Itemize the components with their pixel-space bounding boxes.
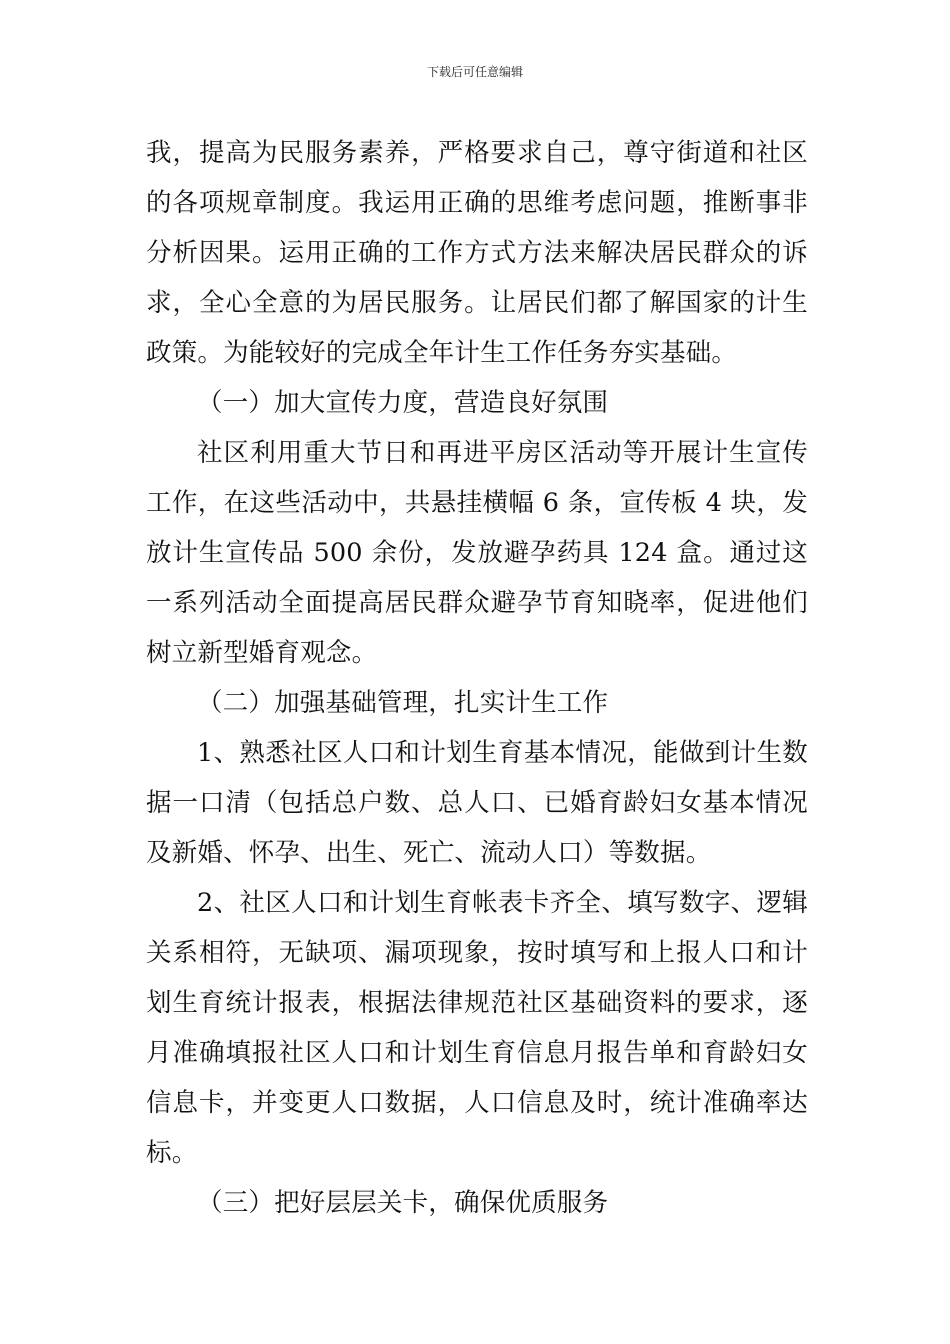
- section-heading-3: （三）把好层层关卡，确保优质服务: [197, 1188, 609, 1218]
- paragraph-item-1: 1、熟悉社区人口和计划生育基本情况，能做到计生数据一口清（包括总户数、总人口、已婚育龄妇女基本情况及新婚、怀孕、出生、死亡、流动人口）等数据。: [146, 738, 808, 868]
- document-body: [146, 128, 808, 1228]
- section-heading-2: （二）加强基础管理，扎实计生工作: [197, 688, 609, 718]
- paragraph-continuation: 我，提高为民服务素养，严格要求自己，尊守街道和社区的各项规章制度。我运用正确的思维考虑问题，推断事非分析因果。运用正确的工作方式方法来解决居民群众的诉求，全心全意的为居民服务。让居民们都了解国家的计生政策。为能较好的完成全年计生工作任务夯实基础。: [146, 138, 808, 368]
- section-heading-1: （一）加大宣传力度，营造良好氛围: [197, 388, 609, 418]
- paragraph-item-2: 2、社区人口和计划生育帐表卡齐全、填写数字、逻辑关系相符，无缺项、漏项现象，按时填写和上报人口和计划生育统计报表，根据法律规范社区基础资料的要求，逐月准确填报社区人口和计划生育信息月报告单和育龄妇女信息卡，并变更人口数据，人口信息及时，统计准确率达标。: [146, 888, 808, 1168]
- page-header: 下载后可任意编辑: [426, 65, 523, 79]
- paragraph-publicity: 社区利用重大节日和再进平房区活动等开展计生宣传工作，在这些活动中，共悬挂横幅 6 条，宣传板 4 块，发放计生宣传品 500 余份，发放避孕药具 124 盒。通过这一系列活动全面提高居民群众避孕节育知晓率，促进他们树立新型婚育观念。: [146, 438, 809, 668]
